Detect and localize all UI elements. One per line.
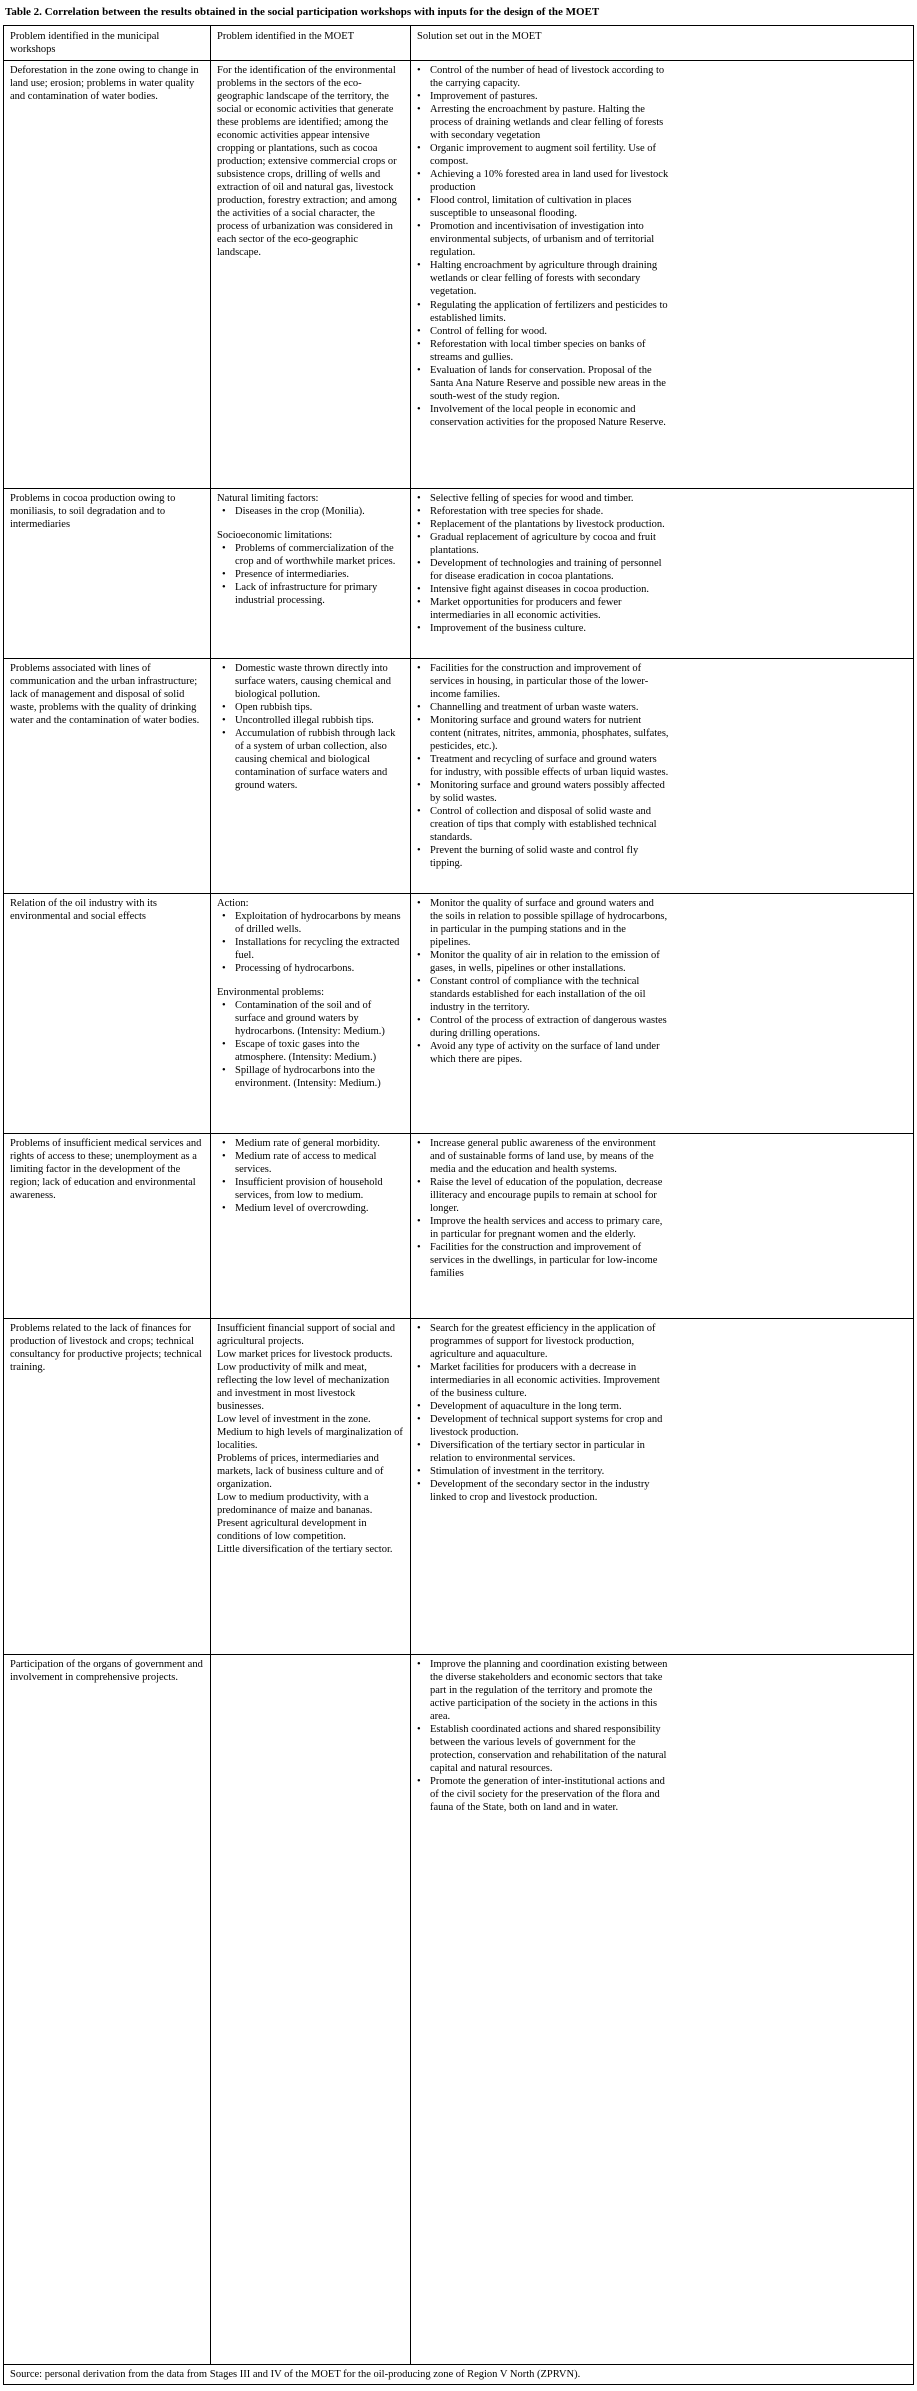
bullet-icon: •	[417, 493, 421, 505]
bullet-text: Improve the health services and access to primary care, in particular for pregnant women and the elderly.	[430, 1216, 663, 1241]
bullet-item	[417, 1241, 669, 1280]
bullet-text: Escape of toxic gases into the atmosphere. (Intensity: Medium.)	[235, 1039, 377, 1064]
bullet-text: Facilities for the construction and improvement of services in housing, in particular those of the lower-income families.	[430, 663, 649, 701]
bullet-text: Replacement of the plantations by livestock production.	[430, 519, 665, 531]
bullet-item	[217, 1137, 404, 1150]
bullet-icon: •	[417, 1323, 421, 1335]
bullet-item	[417, 338, 669, 364]
bullet-item	[417, 1361, 669, 1400]
bullet-icon: •	[417, 806, 421, 818]
bullet-item	[417, 103, 669, 142]
cell-moet-problem	[211, 1134, 411, 1319]
bullet-item	[417, 805, 669, 844]
bullet-text: Increase general public awareness of the environment and of sustainable forms of land use, by means of the media and the education and health systems.	[430, 1138, 656, 1176]
bullet-icon: •	[417, 364, 421, 376]
cell-moet-solution	[411, 1319, 914, 1655]
bullet-icon: •	[417, 845, 421, 857]
paragraph: Present agricultural development in conditions of low competition.	[217, 1518, 367, 1543]
bullet-text: Open rubbish tips.	[235, 702, 313, 714]
bullet-icon: •	[222, 911, 226, 923]
bullet-text: Monitoring surface and ground waters possibly affected by solid wastes.	[430, 780, 665, 805]
bullet-item	[217, 701, 404, 714]
bullet-text: Reforestation with local timber species on banks of streams and gullies.	[430, 338, 646, 363]
paragraph: Environmental problems:	[217, 987, 325, 999]
bullet-text: Evaluation of lands for conservation. Proposal of the Santa Ana Nature Reserve and possible new areas in the south-west of the study region.	[430, 364, 666, 402]
bullet-icon: •	[417, 1466, 421, 1478]
bullet-item	[417, 299, 669, 325]
bullet-text: Intensive fight against diseases in cocoa production.	[430, 584, 649, 596]
table-footer	[4, 2365, 914, 2385]
paragraph: Problems related to the lack of finances for production of livestock and crops; technical consultancy for productive projects; technical training.	[10, 1323, 202, 1374]
bullet-text: Control of felling for wood.	[430, 325, 547, 337]
bullet-text: Monitoring surface and ground waters for nutrient content (nitrates, nitrites, ammonia, phosphates, sulfates, pesticides, etc.).	[430, 715, 669, 753]
table-body	[4, 61, 914, 2365]
cell-moet-solution	[411, 659, 914, 894]
cell-content	[417, 662, 669, 870]
bullet-icon: •	[417, 1776, 421, 1788]
bullet-text: Uncontrolled illegal rubbish tips.	[235, 715, 374, 727]
bullet-text: Raise the level of education of the population, decrease illiteracy and encourage pupils to remain at school for longer.	[430, 1177, 663, 1215]
bullet-text: Development of aquaculture in the long term.	[430, 1401, 622, 1413]
bullet-icon: •	[417, 1138, 421, 1150]
bullet-text: Control of collection and disposal of solid waste and creation of tips that comply with established technical standards.	[430, 806, 657, 844]
bullet-icon: •	[417, 403, 421, 415]
bullet-icon: •	[417, 1724, 421, 1736]
bullet-icon: •	[222, 702, 226, 714]
bullet-text: Monitor the quality of air in relation to the emission of gases, in wells, pipelines or other installations.	[430, 950, 660, 975]
bullet-item	[417, 492, 669, 505]
bullet-icon: •	[417, 715, 421, 727]
cell-workshop-problem	[4, 489, 211, 659]
bullet-item	[417, 64, 669, 90]
bullet-item	[217, 1176, 404, 1202]
bullet-icon: •	[417, 1362, 421, 1374]
bullet-text: Control of the number of head of livestock according to the carrying capacity.	[430, 65, 665, 90]
table-title: Table 2. Correlation between the results obtained in the social participation workshops with inputs for the design of the MOET	[5, 6, 600, 18]
bullet-text: Problems of commercialization of the crop and of worthwhile market prices.	[235, 543, 396, 568]
paragraph: Little diversification of the tertiary sector.	[217, 1544, 393, 1556]
bullet-item	[417, 596, 669, 622]
paragraph: Natural limiting factors:	[217, 493, 319, 505]
cell-moet-problem	[211, 894, 411, 1134]
bullet-item	[217, 542, 404, 568]
cell-content	[217, 1322, 404, 1556]
bullet-text: Domestic waste thrown directly into surface waters, causing chemical and biological pollution.	[235, 663, 391, 701]
bullet-item	[417, 90, 669, 103]
bullet-item	[417, 1137, 669, 1176]
bullet-text: Development of the secondary sector in the industry linked to crop and livestock production.	[430, 1479, 650, 1504]
bullet-icon: •	[417, 1015, 421, 1027]
cell-content	[417, 1658, 669, 1814]
bullet-item	[417, 1775, 669, 1814]
paragraph: Low productivity of milk and meat, reflecting the low level of mechanization and investment in most livestock businesses.	[217, 1362, 390, 1413]
bullet-text: Treatment and recycling of surface and ground waters for industry, with possible effects of urban liquid wastes.	[430, 754, 669, 779]
cell-content	[217, 1137, 404, 1215]
bullet-icon: •	[222, 1151, 226, 1163]
bullet-text: Medium level of overcrowding.	[235, 1203, 369, 1215]
bullet-icon: •	[222, 728, 226, 740]
bullet-text: Development of technologies and training of personnel for disease eradication in cocoa plantations.	[430, 558, 662, 583]
bullet-icon: •	[222, 1039, 226, 1051]
bullet-item	[417, 583, 669, 596]
paragraph: Low level of investment in the zone.	[217, 1414, 371, 1426]
cell-content	[417, 492, 669, 635]
bullet-icon: •	[417, 325, 421, 337]
bullet-icon: •	[222, 569, 226, 581]
bullet-icon: •	[417, 260, 421, 272]
bullet-icon: •	[417, 1479, 421, 1491]
bullet-text: Improvement of the business culture.	[430, 623, 587, 635]
cell-workshop-problem	[4, 61, 211, 489]
bullet-item	[217, 936, 404, 962]
bullet-item	[417, 1176, 669, 1215]
cell-moet-solution	[411, 894, 914, 1134]
correlation-table	[3, 25, 914, 2385]
bullet-text: Improvement of pastures.	[430, 91, 538, 103]
bullet-item	[417, 897, 669, 949]
paragraph: Problems of insufficient medical services and rights of access to these; unemployment as a limiting factor in the development of the region; lack of education and environmental awareness.	[10, 1138, 202, 1202]
table-row	[4, 659, 914, 894]
bullet-icon: •	[417, 702, 421, 714]
bullet-item	[417, 1478, 669, 1504]
bullet-item	[217, 568, 404, 581]
paragraph: Insufficient financial support of social and agricultural projects.	[217, 1323, 395, 1348]
cell-moet-solution	[411, 1134, 914, 1319]
bullet-icon: •	[417, 597, 421, 609]
bullet-icon: •	[417, 1659, 421, 1671]
bullet-text: Presence of intermediaries.	[235, 569, 349, 581]
bullet-item	[417, 1465, 669, 1478]
bullet-item	[417, 1014, 669, 1040]
bullet-item	[217, 727, 404, 792]
bullet-icon: •	[222, 1000, 226, 1012]
cell-moet-solution	[411, 489, 914, 659]
bullet-item	[417, 1400, 669, 1413]
bullet-icon: •	[417, 338, 421, 350]
bullet-icon: •	[222, 663, 226, 675]
cell-moet-problem	[211, 659, 411, 894]
bullet-icon: •	[222, 937, 226, 949]
bullet-text: Arresting the encroachment by pasture. Halting the process of draining wetlands and clear felling of forests with secondary vegetation	[430, 104, 664, 142]
bullet-item	[217, 962, 404, 975]
paragraph: Problems in cocoa production owing to moniliasis, to soil degradation and to intermediaries	[10, 493, 176, 531]
bullet-icon: •	[417, 950, 421, 962]
bullet-text: Accumulation of rubbish through lack of a system of urban collection, also causing chemical and biological contamination of surface waters and ground waters.	[235, 728, 396, 792]
paragraph: Low to medium productivity, with a predominance of maize and bananas.	[217, 1492, 373, 1517]
bullet-text: Contamination of the soil and of surface and ground waters by hydrocarbons. (Intensity: Medium.)	[235, 1000, 385, 1038]
paragraph: Action:	[217, 898, 249, 910]
table-row	[4, 1319, 914, 1655]
bullet-text: Market facilities for producers with a decrease in intermediaries in all economic activities. Improvement of the business culture.	[430, 1362, 660, 1400]
bullet-item	[417, 779, 669, 805]
table-row	[4, 894, 914, 1134]
bullet-text: Prevent the burning of solid waste and control fly tipping.	[430, 845, 639, 870]
bullet-icon: •	[417, 143, 421, 155]
bullet-text: Spillage of hydrocarbons into the environment. (Intensity: Medium.)	[235, 1065, 381, 1090]
table-row	[4, 1134, 914, 1319]
table-source-note: Source: personal derivation from the data from Stages III and IV of the MOET for the oil-producing zone of Region V North (ZPRVN).	[4, 2365, 914, 2385]
column-header-moet-solution: Solution set out in the MOET	[411, 26, 914, 61]
bullet-icon: •	[417, 195, 421, 207]
bullet-text: Gradual replacement of agriculture by cocoa and fruit plantations.	[430, 532, 656, 557]
bullet-text: Promotion and incentivisation of investigation into environmental subjects, of urbanism and of territorial regulation.	[430, 221, 655, 259]
bullet-item	[217, 999, 404, 1038]
bullet-item	[217, 714, 404, 727]
bullet-icon: •	[222, 1203, 226, 1215]
bullet-text: Development of technical support systems for crop and livestock production.	[430, 1414, 663, 1439]
bullet-text: Avoid any type of activity on the surface of land under which there are pipes.	[430, 1041, 660, 1066]
bullet-icon: •	[417, 506, 421, 518]
bullet-icon: •	[417, 976, 421, 988]
bullet-item	[217, 505, 404, 518]
bullet-icon: •	[222, 1138, 226, 1150]
bullet-icon: •	[417, 1041, 421, 1053]
bullet-item	[417, 1215, 669, 1241]
bullet-text: Regulating the application of fertilizers and pesticides to established limits.	[430, 299, 668, 324]
bullet-item	[417, 701, 669, 714]
bullet-text: Halting encroachment by agriculture through draining wetlands or clear felling of forests with secondary vegetation.	[430, 260, 658, 298]
bullet-item	[417, 259, 669, 298]
cell-workshop-problem	[4, 659, 211, 894]
paragraph: Medium to high levels of marginalization of localities.	[217, 1427, 403, 1452]
paragraph: For the identification of the environmental problems in the sectors of the eco-geographic landscape of the territory, the social or economic activities that generate these problems are identified; among the economic activities appear intensive cropping or plantations, such as cocoa production; extensive commercial crops or subsistence crops, drilling of wells and extraction of oil and natural gas, livestock production, forestry extraction; and among the activities of a social character, the process of urbanization was considered in each sector of the eco-geographic landscape.	[217, 65, 397, 259]
bullet-item	[417, 714, 669, 753]
bullet-text: Processing of hydrocarbons.	[235, 963, 355, 975]
bullet-item	[417, 531, 669, 557]
bullet-icon: •	[417, 104, 421, 116]
bullet-item	[217, 1202, 404, 1215]
bullet-icon: •	[417, 663, 421, 675]
paragraph: Problems associated with lines of communication and the urban infrastructure; lack of management and disposal of solid waste, problems with the quality of drinking water and the contamination of water bodies.	[10, 663, 200, 727]
bullet-icon: •	[417, 532, 421, 544]
bullet-item	[417, 662, 669, 701]
table-row	[4, 1655, 914, 2365]
bullet-icon: •	[417, 754, 421, 766]
bullet-icon: •	[222, 506, 226, 518]
paragraph: Socioeconomic limitations:	[217, 530, 333, 542]
bullet-item	[217, 581, 404, 607]
bullet-text: Stimulation of investment in the territory.	[430, 1466, 605, 1478]
bullet-text: Promote the generation of inter-institutional actions and of the civil society for the preservation of the flora and fauna of the State, both on land and in water.	[430, 1776, 665, 1814]
bullet-icon: •	[417, 169, 421, 181]
bullet-item	[217, 910, 404, 936]
bullet-icon: •	[417, 780, 421, 792]
cell-content	[217, 662, 404, 792]
table-row	[4, 489, 914, 659]
bullet-item	[417, 142, 669, 168]
column-header-moet-problem: Problem identified in the MOET	[211, 26, 411, 61]
bullet-icon: •	[417, 519, 421, 531]
bullet-item	[217, 1038, 404, 1064]
bullet-item	[417, 1040, 669, 1066]
bullet-item	[217, 1064, 404, 1090]
bullet-item	[417, 1723, 669, 1775]
cell-content	[217, 897, 404, 1090]
cell-moet-problem	[211, 1655, 411, 2365]
cell-workshop-problem	[4, 1655, 211, 2365]
bullet-text: Channelling and treatment of urban waste waters.	[430, 702, 639, 714]
bullet-item	[417, 1413, 669, 1439]
bullet-item	[417, 949, 669, 975]
bullet-item	[417, 364, 669, 403]
bullet-item	[417, 505, 669, 518]
bullet-icon: •	[222, 543, 226, 555]
bullet-item	[417, 194, 669, 220]
bullet-item	[417, 168, 669, 194]
bullet-item	[417, 220, 669, 259]
table-row	[4, 61, 914, 489]
bullet-icon: •	[417, 221, 421, 233]
cell-content	[417, 1137, 669, 1280]
paragraph: Low market prices for livestock products.	[217, 1349, 393, 1361]
bullet-text: Constant control of compliance with the technical standards established for each installation of the oil industry in the territory.	[430, 976, 646, 1014]
table-header-row	[4, 26, 914, 61]
bullet-icon: •	[222, 1065, 226, 1077]
bullet-item	[417, 975, 669, 1014]
bullet-icon: •	[222, 1177, 226, 1189]
bullet-text: Search for the greatest efficiency in the application of programmes of support for livestock production, agriculture and aquaculture.	[430, 1323, 656, 1361]
bullet-icon: •	[417, 898, 421, 910]
bullet-item	[417, 518, 669, 531]
bullet-icon: •	[222, 582, 226, 594]
paragraph: Relation of the oil industry with its environmental and social effects	[10, 898, 157, 923]
bullet-item	[417, 622, 669, 635]
bullet-item	[417, 1658, 669, 1723]
bullet-icon: •	[222, 963, 226, 975]
cell-moet-solution	[411, 61, 914, 489]
bullet-text: Installations for recycling the extracted fuel.	[235, 937, 400, 962]
bullet-icon: •	[417, 1401, 421, 1413]
cell-content	[217, 64, 404, 259]
bullet-icon: •	[417, 1242, 421, 1254]
bullet-text: Monitor the quality of surface and ground waters and the soils in relation to possible spillage of hydrocarbons, in particular in the pumping stations and in the pipelines.	[430, 898, 668, 949]
bullet-item	[417, 403, 669, 429]
bullet-icon: •	[417, 1177, 421, 1189]
paragraph: Problems of prices, intermediaries and markets, lack of business culture and of organization.	[217, 1453, 384, 1491]
bullet-icon: •	[417, 1414, 421, 1426]
bullet-text: Involvement of the local people in economic and conservation activities for the proposed Nature Reserve.	[430, 403, 666, 428]
bullet-text: Market opportunities for producers and fewer intermediaries in all economic activities.	[430, 597, 622, 622]
bullet-text: Medium rate of general morbidity.	[235, 1138, 380, 1150]
bullet-icon: •	[417, 91, 421, 103]
cell-moet-problem	[211, 61, 411, 489]
bullet-icon: •	[417, 584, 421, 596]
paragraph: Deforestation in the zone owing to change in land use; erosion; problems in water quality and contamination of water bodies.	[10, 65, 199, 103]
bullet-text: Control of the process of extraction of dangerous wastes during drilling operations.	[430, 1015, 667, 1040]
column-header-workshop-problem: Problem identified in the municipal workshops	[4, 26, 211, 61]
cell-moet-problem	[211, 1319, 411, 1655]
bullet-text: Organic improvement to augment soil fertility. Use of compost.	[430, 143, 656, 168]
bullet-item	[417, 1439, 669, 1465]
bullet-icon: •	[417, 1216, 421, 1228]
bullet-icon: •	[417, 623, 421, 635]
bullet-icon: •	[222, 715, 226, 727]
cell-workshop-problem	[4, 1319, 211, 1655]
bullet-text: Improve the planning and coordination existing between the diverse stakeholders and economic sectors that take part in the regulation of the territory and promote the active participation of the society in the actions in this area.	[430, 1659, 668, 1723]
bullet-text: Diversification of the tertiary sector in particular in relation to environmental services.	[430, 1440, 645, 1465]
bullet-text: Facilities for the construction and improvement of services in the dwellings, in particular for low-income families	[430, 1242, 658, 1280]
bullet-item	[217, 662, 404, 701]
cell-content	[417, 897, 669, 1066]
cell-workshop-problem	[4, 1134, 211, 1319]
bullet-text: Reforestation with tree species for shade.	[430, 506, 604, 518]
bullet-text: Insufficient provision of household services, from low to medium.	[235, 1177, 383, 1202]
bullet-item	[417, 325, 669, 338]
bullet-item	[217, 1150, 404, 1176]
bullet-item	[417, 753, 669, 779]
cell-moet-problem	[211, 489, 411, 659]
bullet-text: Selective felling of species for wood and timber.	[430, 493, 634, 505]
cell-content	[417, 64, 669, 428]
cell-moet-solution	[411, 1655, 914, 2365]
bullet-icon: •	[417, 299, 421, 311]
bullet-text: Medium rate of access to medical services.	[235, 1151, 377, 1176]
bullet-text: Lack of infrastructure for primary industrial processing.	[235, 582, 378, 607]
bullet-icon: •	[417, 558, 421, 570]
bullet-item	[417, 1322, 669, 1361]
bullet-text: Diseases in the crop (Monilia).	[235, 506, 365, 518]
bullet-item	[417, 844, 669, 870]
bullet-item	[417, 557, 669, 583]
bullet-text: Flood control, limitation of cultivation in places susceptible to unseasonal flooding.	[430, 195, 632, 220]
bullet-text: Establish coordinated actions and shared responsibility between the various levels of government for the protection, conservation and rehabilitation of the natural capital and natural resources.	[430, 1724, 667, 1775]
bullet-icon: •	[417, 65, 421, 77]
bullet-text: Exploitation of hydrocarbons by means of drilled wells.	[235, 911, 401, 936]
bullet-icon: •	[417, 1440, 421, 1452]
paragraph: Participation of the organs of government and involvement in comprehensive projects.	[10, 1659, 203, 1684]
cell-content	[417, 1322, 669, 1504]
bullet-text: Achieving a 10% forested area in land used for livestock production	[430, 169, 669, 194]
cell-workshop-problem	[4, 894, 211, 1134]
cell-content	[217, 492, 404, 607]
